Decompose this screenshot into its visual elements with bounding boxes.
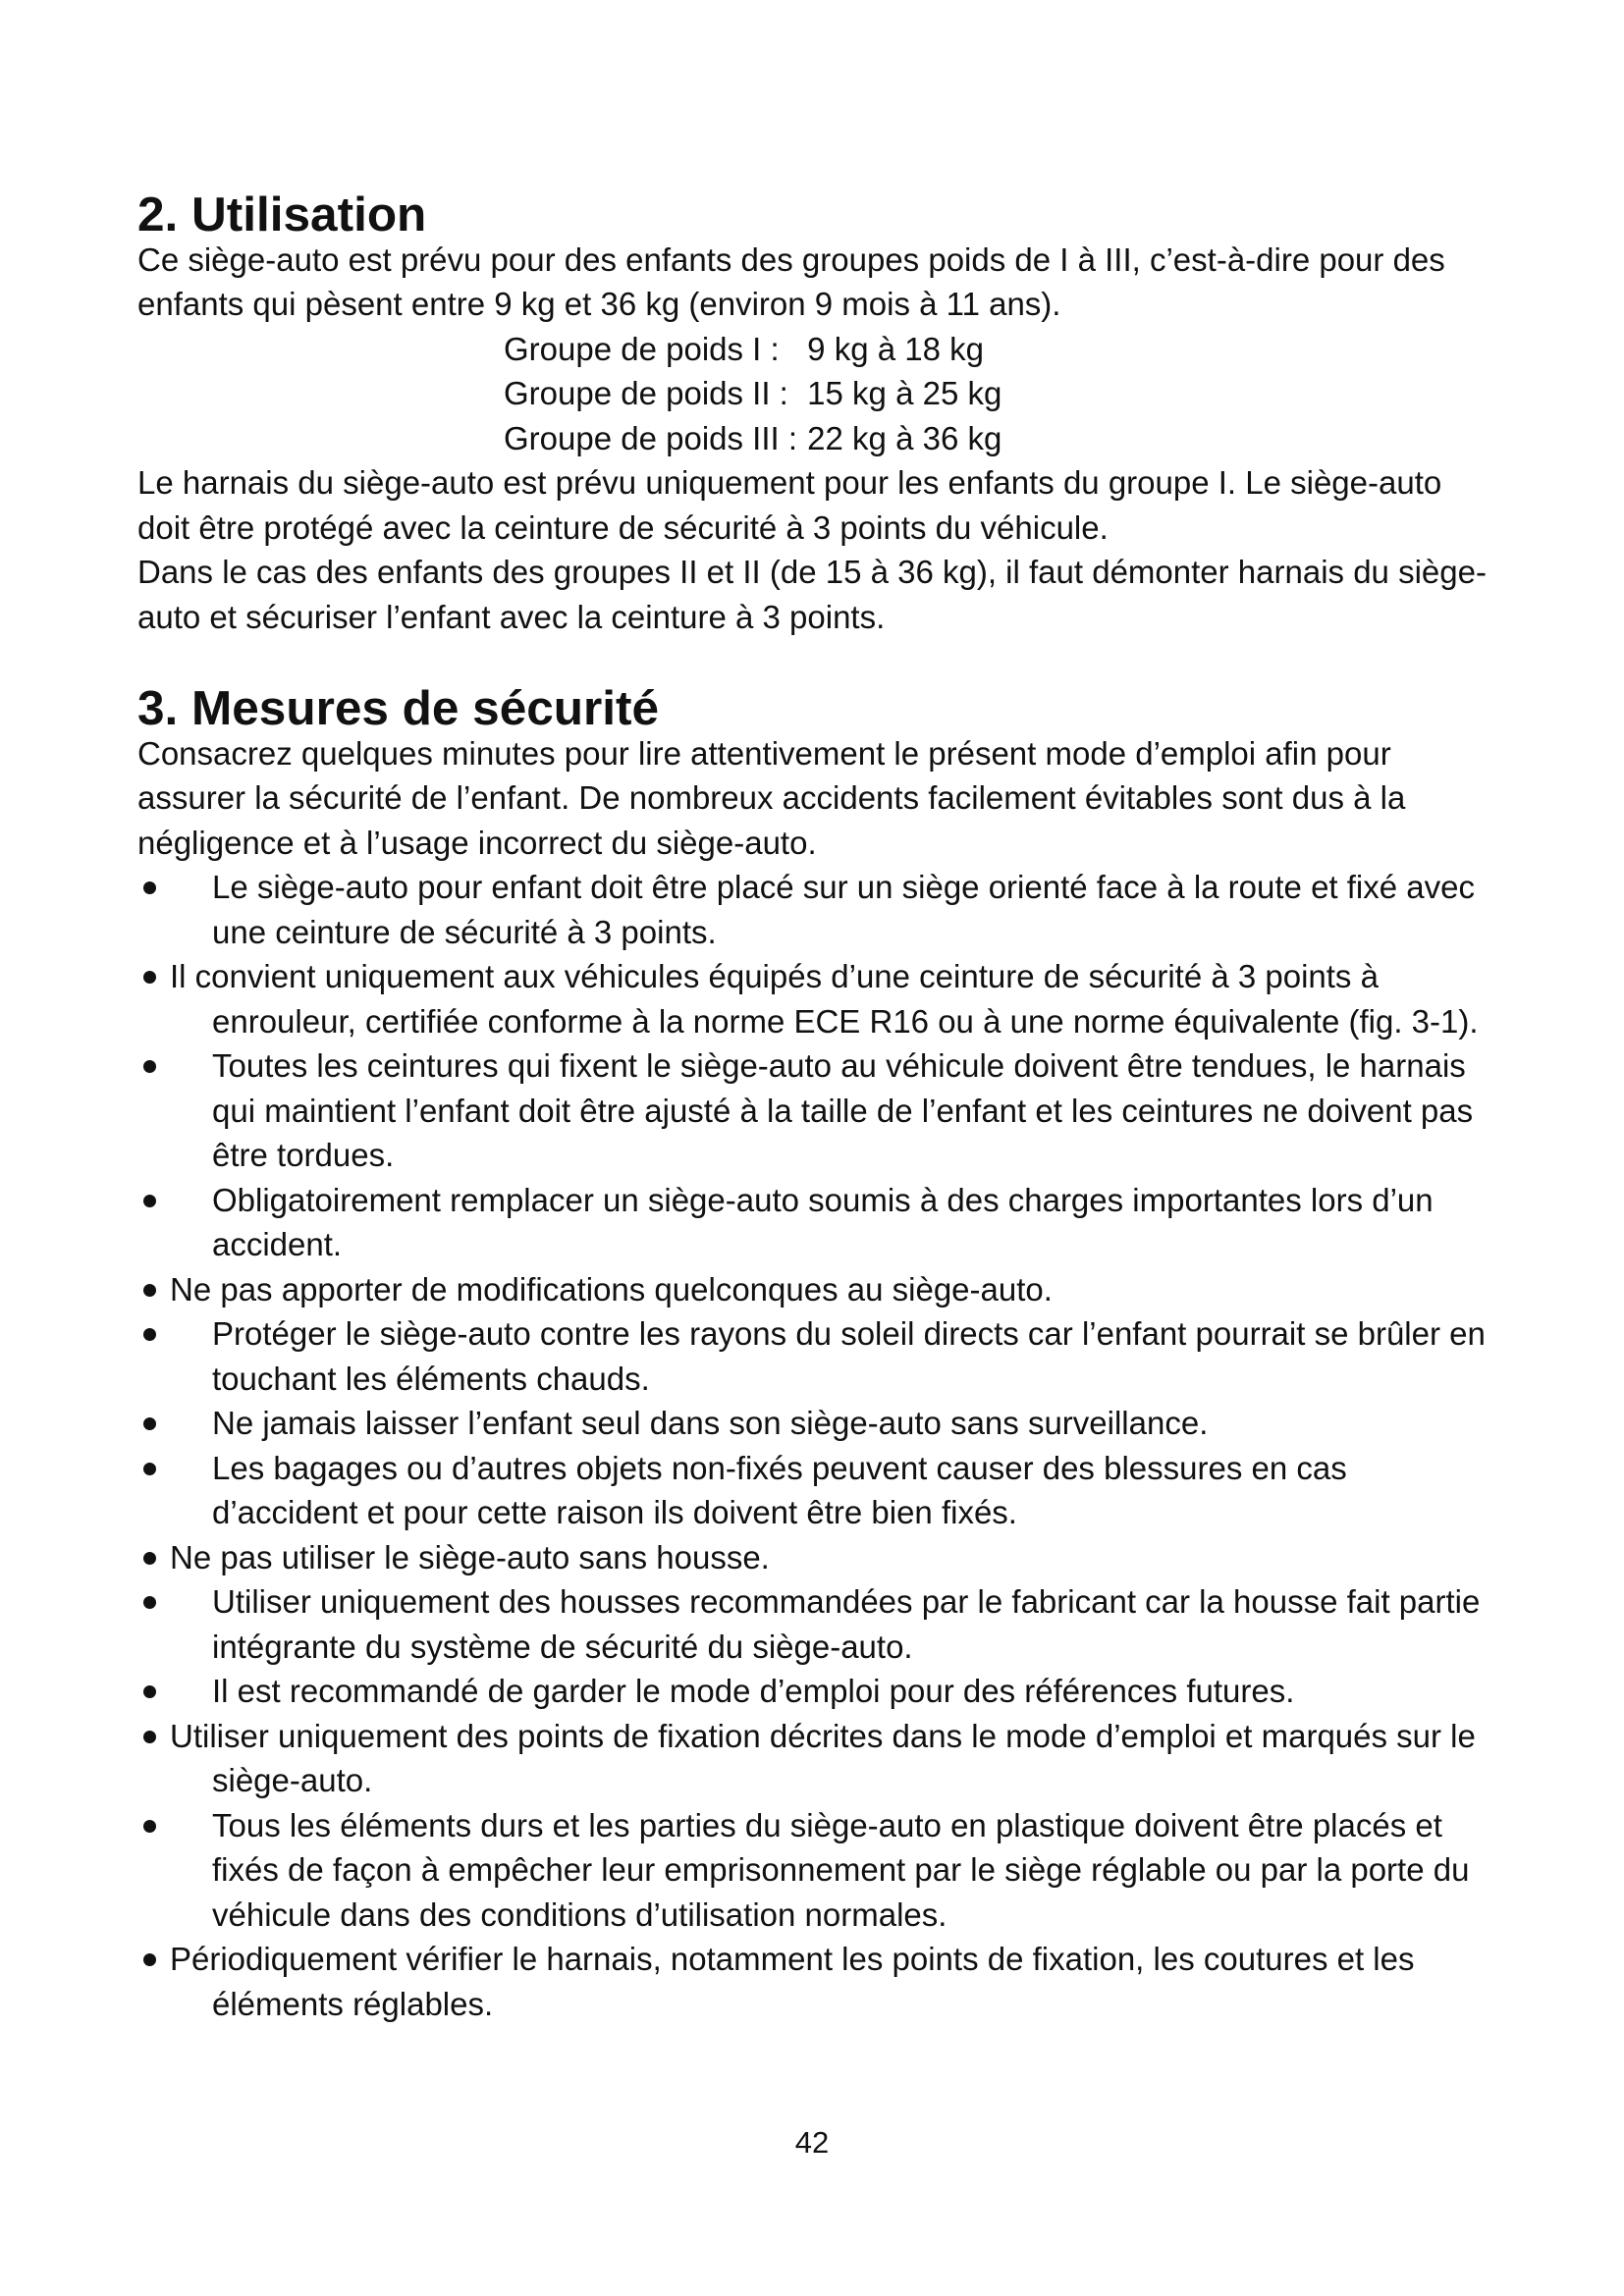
list-item: [137, 1311, 1497, 1401]
list-item: [137, 954, 1497, 1043]
list-item: [137, 1669, 1497, 1714]
bullet-text-first: Protéger le siège-auto contre les rayons du soleil directs car l’enfant pourrait se brûler: [212, 1315, 1440, 1352]
bullet-text-first: Tous les éléments durs et les parties du siège-auto en plastique doivent être placés et: [212, 1806, 1442, 1843]
bullet-text-first: Il convient uniquement aux véhicules équipés d’une ceinture de sécurité à 3 points à: [170, 958, 1379, 994]
section-heading-utilisation: 2. Utilisation: [137, 187, 427, 241]
bullet-text-rest: intégrante du système de sécurité du siège-auto.: [212, 1628, 913, 1665]
bullet-text-first: Utiliser uniquement des housses recommandées par le fabricant car la housse fait partie: [212, 1583, 1481, 1620]
weight-group-row: [504, 371, 1497, 416]
weight-group-row: [504, 416, 1497, 461]
bullet-icon: [143, 1596, 156, 1609]
bullet-text-first: Ne jamais laisser l’enfant seul dans son siège-auto sans surveillance.: [212, 1405, 1209, 1441]
weight-group-range: 22 kg à 36 kg: [807, 419, 1002, 456]
bullet-text-first: Ne pas apporter de modifications quelconques au siège-auto.: [170, 1270, 1053, 1308]
safety-bullet-list: [137, 865, 1497, 2026]
bullet-icon: [143, 1552, 156, 1565]
list-item: [137, 1579, 1497, 1669]
document-page: [137, 187, 1497, 2026]
bullet-icon: [143, 1195, 156, 1207]
weight-group-list: [137, 327, 1497, 461]
bullet-text-rest: accident.: [212, 1226, 343, 1262]
bullet-icon: [143, 1685, 156, 1698]
bullet-icon: [143, 1953, 156, 1966]
bullet-text-first: Ne pas utiliser le siège-auto sans housse.: [170, 1538, 770, 1575]
weight-group-label: Groupe de poids III :: [504, 419, 798, 456]
list-item: [137, 1043, 1497, 1178]
list-item: [137, 1535, 1497, 1580]
bullet-text-rest: qui maintient l’enfant doit être ajusté à la taille de l’enfant et les ceintures ne doivent pas être tordues.: [212, 1092, 1474, 1173]
bullet-text-rest: sur le siège-auto.: [212, 1717, 1476, 1798]
bullet-icon: [143, 1060, 156, 1073]
groups-two-three-paragraph: Dans le cas des enfants des groupes II et II (de 15 à 36 kg), il faut démonter harnais du siège-auto et sécuriser l’enfant avec la ceinture à 3 points.: [137, 554, 1487, 635]
harness-paragraph: Le harnais du siège-auto est prévu uniquement pour les enfants du groupe I. Le siège-auto doit être protégé avec la ceinture de sécurité à 3 points du véhicule.: [137, 464, 1442, 546]
list-item: [137, 1401, 1497, 1446]
weight-group-label: Groupe de poids I :: [504, 330, 780, 367]
bullet-text-first: Obligatoirement remplacer un siège-auto soumis à des charges importantes lors d’un: [212, 1181, 1434, 1218]
page-number: 42: [794, 2125, 830, 2160]
bullet-text-rest: enrouleur, certifiée conforme à la norme ECE R16 ou à une norme équivalente (fig. 3-1).: [212, 1002, 1479, 1040]
bullet-icon: [143, 1284, 156, 1297]
bullet-text-first: Les bagages ou d’autres objets non-fixés peuvent causer des blessures en cas d’accident: [212, 1449, 1347, 1530]
bullet-text-first: Périodiquement vérifier le harnais, notamment les points de fixation, les coutures et les: [170, 1941, 1415, 1977]
weight-group-range: 15 kg à 25 kg: [807, 375, 1002, 411]
section-spacer: [137, 639, 1497, 686]
bullet-icon: [143, 971, 156, 984]
list-item: [137, 865, 1497, 954]
bullet-text-rest: une ceinture de sécurité à 3 points.: [212, 913, 717, 950]
weight-group-range: 9 kg à 18 kg: [807, 330, 984, 367]
list-item: [137, 1446, 1497, 1535]
section-heading-securite: 3. Mesures de sécurité: [137, 681, 660, 735]
list-item: [137, 1937, 1497, 2026]
weight-group-row: [504, 327, 1497, 372]
bullet-text-first: Il est recommandé de garder le mode d’emploi pour des références futures.: [212, 1673, 1295, 1709]
bullet-icon: [143, 1417, 156, 1430]
list-item: [137, 1803, 1497, 1938]
weight-group-label: Groupe de poids II :: [504, 375, 788, 411]
bullet-text-rest: et pour cette raison ils doivent être bien fixés.: [366, 1494, 1017, 1530]
bullet-icon: [143, 1731, 156, 1743]
securite-intro: Consacrez quelques minutes pour lire attentivement le présent mode d’emploi afin pour assurer la sécurité de l’enfant. De nombreux accidents facilement évitables sont dus à la négligence et à l’usage incorrect du siège-auto.: [137, 734, 1406, 861]
bullet-text-rest: fixés de façon à empêcher leur emprisonnement par le siège réglable ou par la porte du véhicule dans des conditions d’utilisation normales.: [212, 1851, 1470, 1933]
bullet-text-rest: en touchant les éléments chauds.: [212, 1315, 1486, 1397]
utilisation-intro: Ce siège-auto est prévu pour des enfants des groupes poids de I à III, c’est-à-dire pour des enfants qui pèsent entre 9 kg et 36 kg (environ 9 mois à 11 ans).: [137, 240, 1445, 322]
bullet-icon: [143, 1463, 156, 1475]
bullet-icon: [143, 1328, 156, 1341]
list-item: [137, 1178, 1497, 1267]
list-item: [137, 1714, 1497, 1803]
bullet-text-first: Toutes les ceintures qui fixent le siège-auto au véhicule doivent être tendues, le harnais: [212, 1047, 1466, 1084]
bullet-icon: [143, 881, 156, 894]
bullet-icon: [143, 1820, 156, 1833]
list-item: [137, 1267, 1497, 1312]
bullet-text-rest: éléments réglables.: [212, 1985, 494, 2022]
bullet-text-first: Utiliser uniquement des points de fixation décrites dans le mode d’emploi et marqués: [170, 1717, 1387, 1754]
bullet-text-first: Le siège-auto pour enfant doit être placé sur un siège orienté face à la route et fixé avec: [212, 869, 1475, 905]
